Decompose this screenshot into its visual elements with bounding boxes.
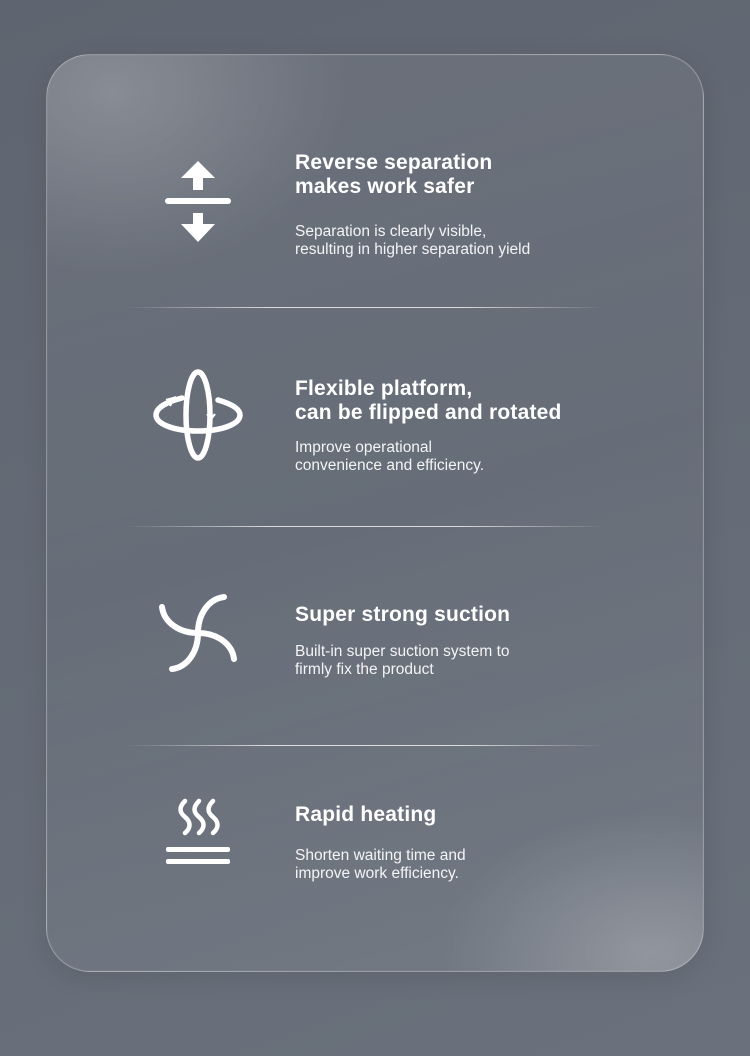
divider xyxy=(125,307,605,308)
features-card xyxy=(46,54,704,972)
divider xyxy=(125,526,605,527)
flip-rotate-icon xyxy=(152,369,244,461)
feature-description: Shorten waiting time and improve work efficiency. xyxy=(295,847,466,882)
feature-description: Built-in super suction system to firmly fix the product xyxy=(295,643,510,678)
feature-description: Improve operational convenience and efficiency. xyxy=(295,439,484,474)
heating-icon xyxy=(152,793,244,885)
feature-title: Reverse separation makes work safer xyxy=(295,151,493,198)
feature-description: Separation is clearly visible, resulting in higher separation yield xyxy=(295,223,531,258)
feature-title: Flexible platform, can be flipped and rotated xyxy=(295,377,562,424)
feature-title: Super strong suction xyxy=(295,603,511,626)
divider xyxy=(125,745,605,746)
feature-title: Rapid heating xyxy=(295,803,437,826)
vertical-separation-arrows-icon xyxy=(152,155,244,247)
suction-swirl-icon xyxy=(152,587,244,679)
